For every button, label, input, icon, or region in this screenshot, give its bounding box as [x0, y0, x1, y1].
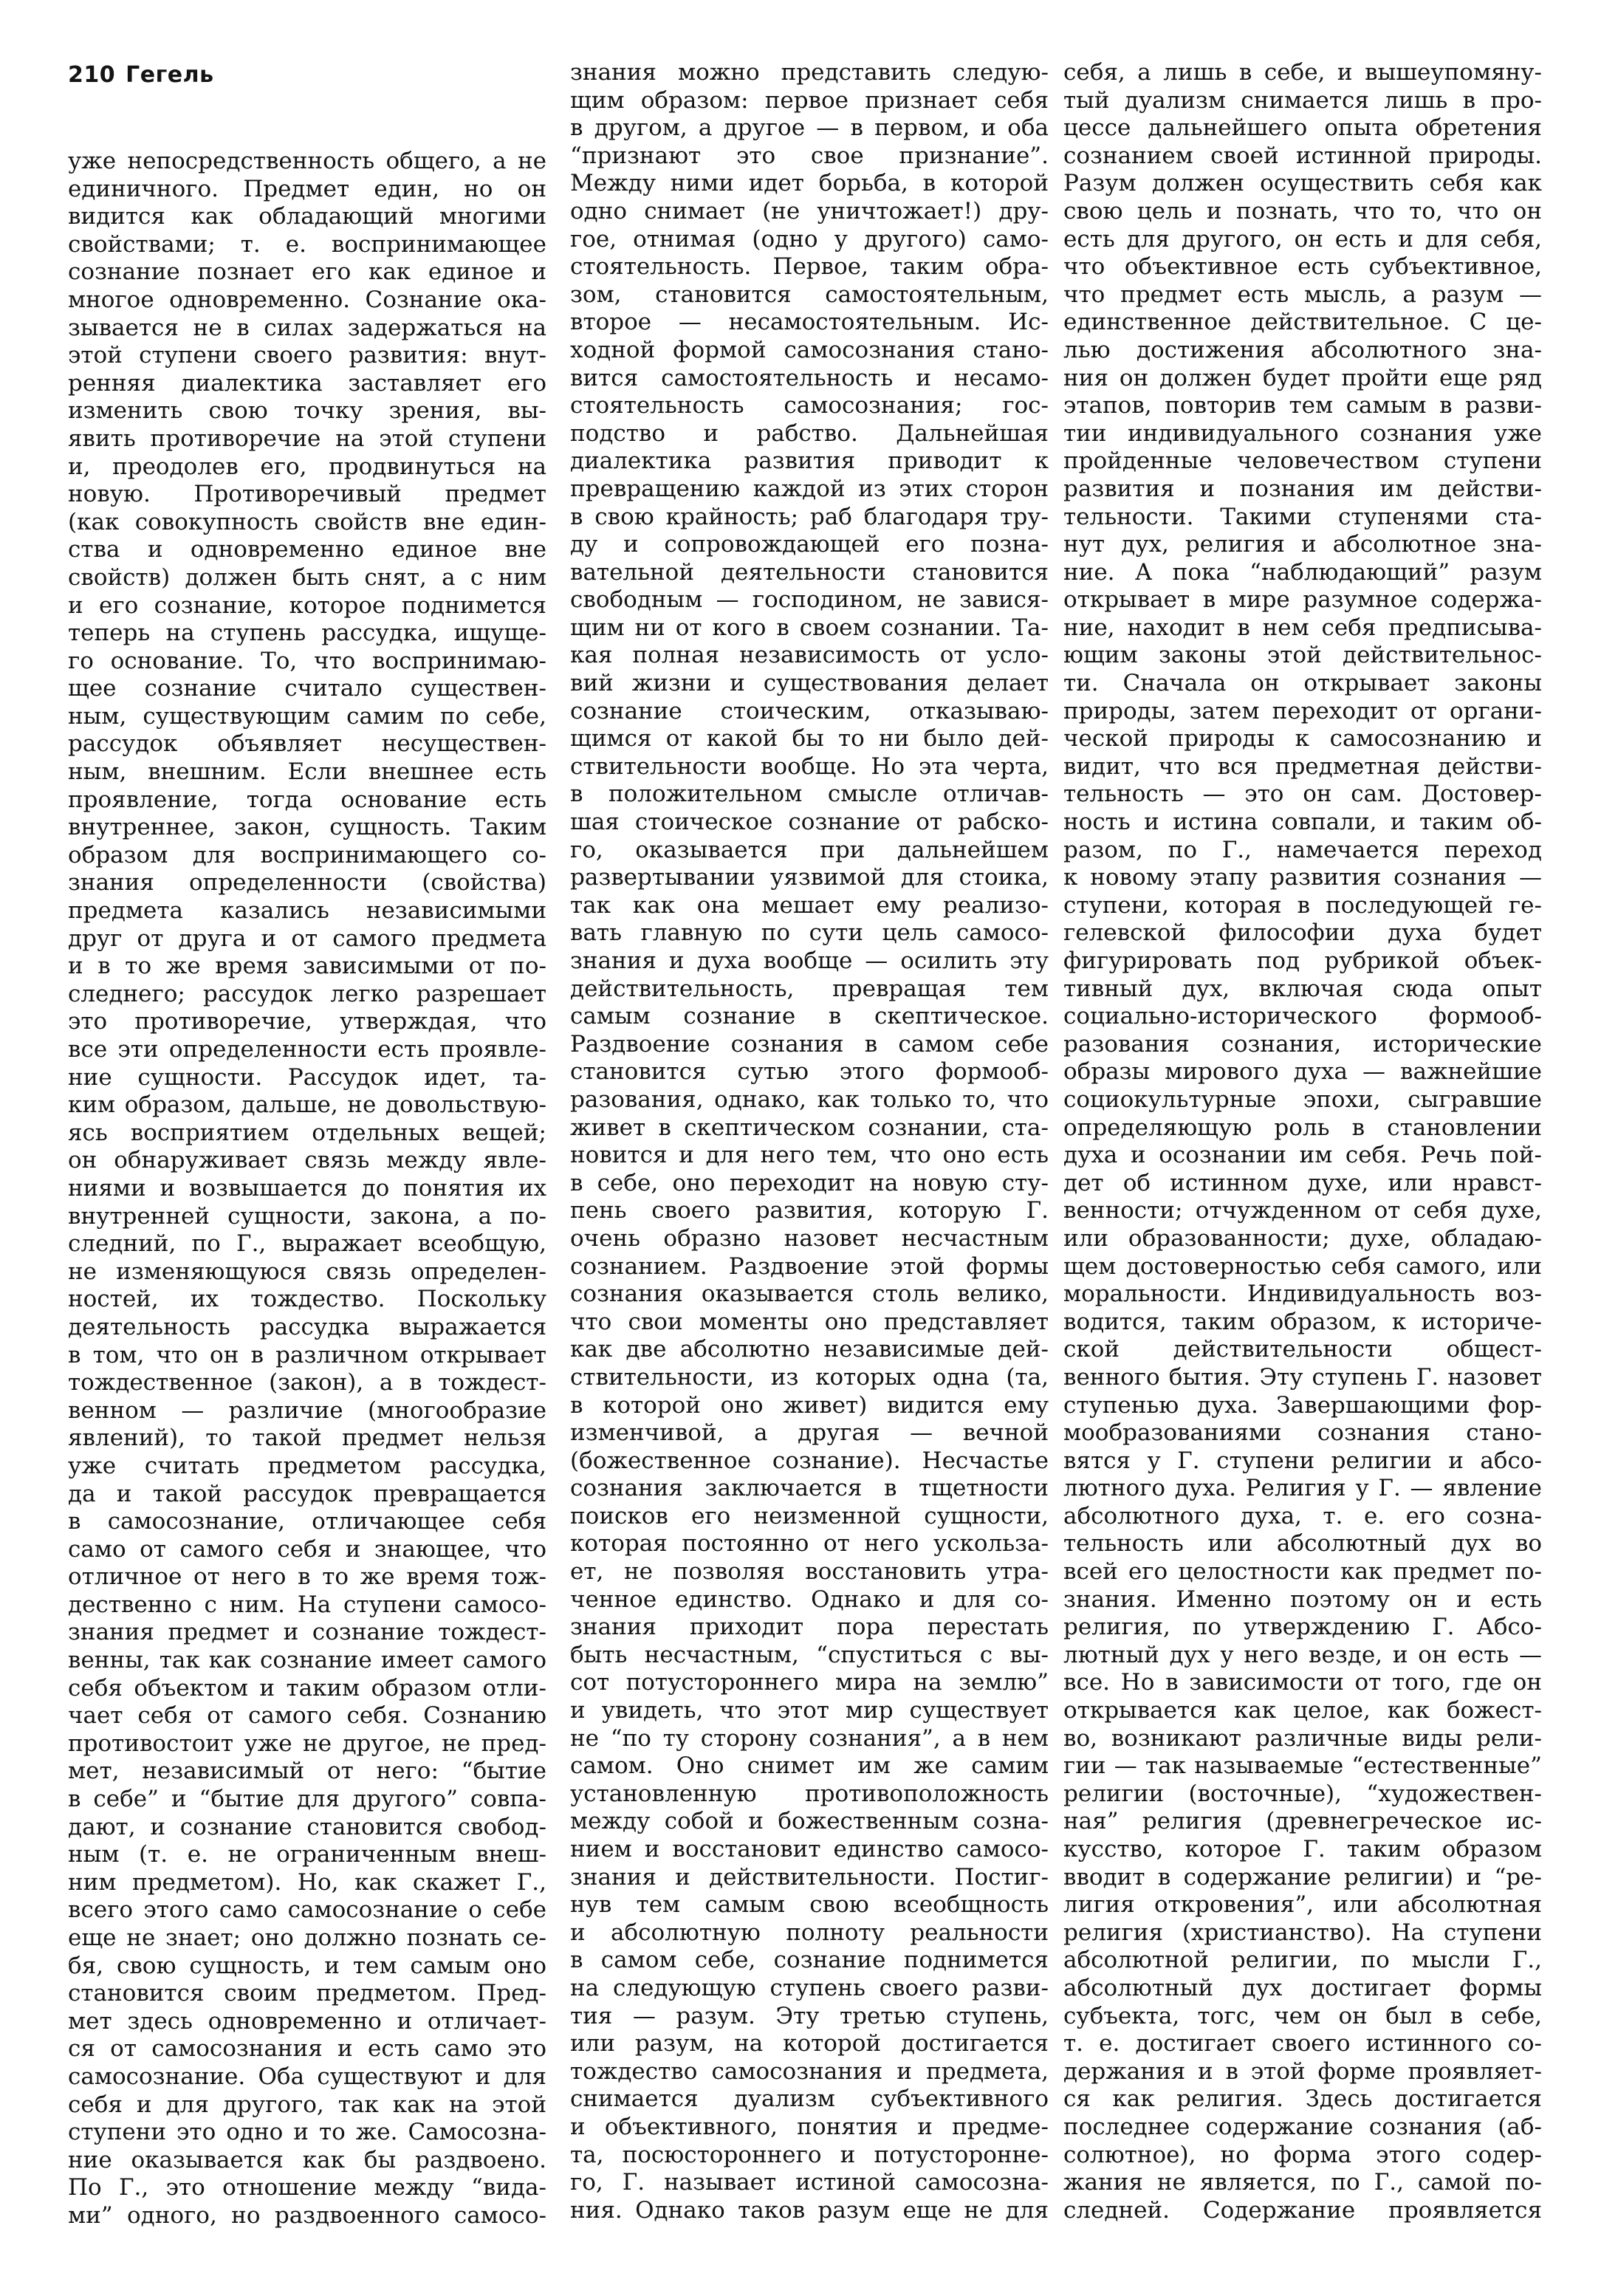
text-line: между собой и божественным созна- — [570, 1808, 1049, 1835]
text-line: сознания заключается в тщетности — [570, 1475, 1049, 1502]
text-line: По Г., это отношение между “вида- — [68, 2174, 546, 2201]
text-line: в самосознание, отличающее себя — [68, 1508, 546, 1535]
text-line: стоятельность. Первое, таким обра- — [570, 253, 1049, 281]
text-line: тии индивидуального сознания уже — [1063, 419, 1542, 447]
text-line: самосознание. Оба существуют и для — [68, 2063, 546, 2090]
text-line: не изменяющуюся связь определен- — [68, 1258, 546, 1285]
text-line: ясь восприятием отдельных вещей; — [68, 1119, 546, 1146]
text-line: и увидеть, что этот мир существует — [570, 1697, 1049, 1724]
text-line: уже непосредственность общего, а не — [68, 148, 546, 174]
text-line: щим образом: первое признает себя — [570, 86, 1049, 114]
text-line: природы, затем переходит от органи- — [1063, 697, 1542, 724]
text-line: гое, отнимая (одно у другого) само- — [570, 225, 1049, 253]
text-line: само от самого себя и знающее, что — [68, 1535, 546, 1563]
text-line: Разум должен осуществить себя как — [1063, 170, 1542, 197]
text-line: ствительности, из которых одна (та, — [570, 1363, 1049, 1391]
text-line: тождество самосознания и предмета, — [570, 2057, 1049, 2085]
text-line: или разум, на которой достигается — [570, 2030, 1049, 2057]
text-line: вводит в содержание религии) и “ре- — [1063, 1863, 1542, 1891]
text-line: ниями и возвышается до понятия их — [68, 1174, 546, 1202]
text-line: ступени это одно и то же. Самосозна- — [68, 2119, 546, 2146]
text-column-right — [1063, 59, 1542, 2224]
text-line: ческой природы к самосознанию и — [1063, 725, 1542, 753]
text-line: следней. Содержание проявляется — [1063, 2196, 1542, 2224]
text-line: мет здесь одновременно и отличает- — [68, 2007, 546, 2035]
text-line: знания и действительности. Постиг- — [570, 1863, 1049, 1891]
text-line: сознание познает его как единое и — [68, 258, 546, 286]
text-line: отличное от него в то же время тож- — [68, 1563, 546, 1591]
text-line: лютный дух у него везде, и он есть — — [1063, 1641, 1542, 1668]
text-line: ченное единство. Однако и для со- — [570, 1586, 1049, 1613]
text-line: духа и осознании им себя. Речь пой- — [1063, 1142, 1542, 1169]
text-line: ние. А пока “наблюдающий” разум — [1063, 558, 1542, 586]
text-line: явить противоречие на этой ступени — [68, 425, 546, 452]
text-line: го, Г. называет истиной самосозна- — [570, 2169, 1049, 2196]
text-line: ся от самосознания и есть само это — [68, 2035, 546, 2063]
text-line: венном — различие (многообразие — [68, 1397, 546, 1424]
text-line: ступени, которая в последующей ге- — [1063, 891, 1542, 919]
text-line: религии (восточные), “художествен- — [1063, 1780, 1542, 1807]
text-line: сознания оказывается столь велико, — [570, 1281, 1049, 1308]
text-line: развития и познания им действи- — [1063, 475, 1542, 502]
text-line: в себе” и “бытие для другого” совпа- — [68, 1786, 546, 1813]
text-line: становится своим предметом. Пред- — [68, 1980, 546, 2007]
text-line: еще не знает; оно должно познать се- — [68, 1925, 546, 1951]
text-line: тия — разум. Эту третью ступень, — [570, 2002, 1049, 2029]
text-line: в том, что он в различном открывает — [68, 1341, 546, 1368]
text-line: образы мирового духа — важнейшие — [1063, 1058, 1542, 1086]
text-line: определяющую роль в становлении — [1063, 1114, 1542, 1141]
text-column-middle — [570, 59, 1049, 2224]
text-line: ти. Сначала он открывает законы — [1063, 670, 1542, 697]
text-line: которая постоянно от него ускольза- — [570, 1530, 1049, 1557]
page-number: 210 — [68, 62, 116, 88]
text-line: что свои моменты оно представляет — [570, 1308, 1049, 1335]
text-line: религия (христианство). На ступени — [1063, 1919, 1542, 1946]
text-line: новую. Противоречивый предмет — [68, 481, 546, 508]
text-line: цессе дальнейшего опыта обретения — [1063, 114, 1542, 142]
text-line: рассудок объявляет несуществен- — [68, 730, 546, 758]
text-line: венности; отчужденном от себя духе, — [1063, 1197, 1542, 1224]
text-line: лютного духа. Религия у Г. — явление — [1063, 1475, 1542, 1502]
text-line: держания и в этой форме проявляет- — [1063, 2057, 1542, 2085]
text-line: поисков его неизменной сущности, — [570, 1502, 1049, 1529]
text-line: изменить свою точку зрения, вы- — [68, 397, 546, 425]
text-line: теперь на ступень рассудка, ищуще- — [68, 620, 546, 647]
text-line: гелевской философии духа будет — [1063, 919, 1542, 947]
text-line: социально-исторического формооб- — [1063, 1003, 1542, 1030]
text-line: Между ними идет борьба, в которой — [570, 170, 1049, 197]
text-line: единственное действительное. С це- — [1063, 309, 1542, 336]
text-line: сознанием. Раздвоение этой формы — [570, 1252, 1049, 1280]
text-line: в положительном смысле отличав- — [570, 781, 1049, 808]
text-line: вать главную по сути цель самосо- — [570, 919, 1049, 947]
text-line: т. е. достигает своего истинного со- — [1063, 2030, 1542, 2057]
text-line: зывается не в силах задержаться на — [68, 314, 546, 341]
text-line: пень своего развития, которую Г. — [570, 1197, 1049, 1224]
text-column-left — [68, 148, 546, 2230]
text-line: в которой оно живет) видится ему — [570, 1391, 1049, 1419]
text-line: щим ни от кого в своем сознании. Та- — [570, 614, 1049, 641]
text-line: к новому этапу развития сознания — — [1063, 864, 1542, 891]
text-line: сознание стоическим, отказываю- — [570, 697, 1049, 724]
text-line: образом для воспринимающего со- — [68, 841, 546, 868]
text-line: превращению каждой из этих сторон — [570, 475, 1049, 502]
text-line: самым сознание в скептическое. — [570, 1003, 1049, 1030]
text-line: и его сознание, которое поднимется — [68, 592, 546, 619]
text-line: быть несчастным, “спуститься с вы- — [570, 1641, 1049, 1668]
text-line: очень образно назовет несчастным — [570, 1224, 1049, 1252]
text-line: становится сутью этого формооб- — [570, 1058, 1049, 1086]
text-line: тельности. Такими ступенями ста- — [1063, 503, 1542, 530]
text-line: себя объектом и таким образом отли- — [68, 1674, 546, 1702]
text-line: венного бытия. Эту ступень Г. назовет — [1063, 1363, 1542, 1391]
text-line: и в то же время зависимыми от по- — [68, 953, 546, 980]
text-line: зом, становится самостоятельным, — [570, 281, 1049, 308]
text-line: ми” одного, но раздвоенного самосо- — [68, 2201, 546, 2229]
text-line: солютное), но форма этого содер- — [1063, 2141, 1542, 2168]
text-line: в самом себе, сознание поднимется — [570, 1947, 1049, 1974]
text-line: щимся от какой бы то ни было дей- — [570, 725, 1049, 753]
text-line: социокультурные эпохи, сыгравшие — [1063, 1086, 1542, 1113]
text-line: вий жизни и существования делает — [570, 670, 1049, 697]
text-line: знания. Именно поэтому он и есть — [1063, 1586, 1542, 1613]
text-line: внутреннее, закон, сущность. Таким — [68, 814, 546, 841]
text-line: тый дуализм снимается лишь в про- — [1063, 86, 1542, 114]
text-line: друг от друга и от самого предмета — [68, 925, 546, 952]
text-line: сот потустороннего мира на землю” — [570, 1669, 1049, 1696]
text-line: себя, а лишь в себе, и вышеупомяну- — [1063, 59, 1542, 86]
text-line: себя и для другого, так как на этой — [68, 2091, 546, 2118]
text-line: свойств) должен быть снят, а с ним — [68, 563, 546, 591]
text-line: живет в скептическом сознании, ста- — [570, 1114, 1049, 1141]
text-line: кусство, которое Г. таким образом — [1063, 1836, 1542, 1862]
text-line: второе — несамостоятельным. Ис- — [570, 309, 1049, 336]
text-line: (как совокупность свойств вне един- — [68, 508, 546, 535]
text-line: знания можно представить следую- — [570, 59, 1049, 86]
text-line: разом, по Г., намечается переход — [1063, 836, 1542, 863]
text-line: тождественное (закон), а в тождест- — [68, 1369, 546, 1397]
text-line: следний, по Г., выражает всеобщую, — [68, 1230, 546, 1258]
text-line: ние, находит в нем себя предписыва- — [1063, 614, 1542, 641]
text-line: открывает в мире разумное содержа- — [1063, 586, 1542, 614]
running-title: Гегель — [126, 62, 214, 88]
text-line: лью достижения абсолютного зна- — [1063, 336, 1542, 363]
text-line: знания приходит пора перестать — [570, 1614, 1049, 1641]
text-line: что предмет есть мысль, а разум — — [1063, 281, 1542, 308]
text-line: разования сознания, исторические — [1063, 1030, 1542, 1058]
text-line: ступенью духа. Завершающими фор- — [1063, 1391, 1542, 1419]
text-line: предмета казались независимыми — [68, 897, 546, 925]
text-line: действительность, превращая тем — [570, 975, 1049, 1002]
text-line: ся как религия. Здесь достигается — [1063, 2086, 1542, 2113]
text-line: нием и восстановит единство самосо- — [570, 1836, 1049, 1862]
text-line: и, преодолев его, продвинуться на — [68, 453, 546, 480]
text-line: что объективное есть субъективное, — [1063, 253, 1542, 281]
text-line: в другом, а другое — в первом, и оба — [570, 114, 1049, 142]
text-line: открывается как целое, как божест- — [1063, 1697, 1542, 1724]
text-line: изменчивой, а другая — вечной — [570, 1419, 1049, 1447]
text-line: кая полная независимость от усло- — [570, 642, 1049, 669]
text-line: этой ступени своего развития: внут- — [68, 342, 546, 369]
text-line: всей его целостности как предмет по- — [1063, 1558, 1542, 1586]
text-line: щем достоверностью себя самого, или — [1063, 1252, 1542, 1280]
text-line: гии — так называемые “естественные” — [1063, 1752, 1542, 1780]
text-line: ким образом, дальше, не довольствую- — [68, 1092, 546, 1119]
text-line: есть для другого, он есть и для себя, — [1063, 225, 1542, 253]
text-line: стоятельность самосознания; гос- — [570, 392, 1049, 419]
text-line: венны, так как сознание имеет самого — [68, 1647, 546, 1674]
text-line: ду и сопровождающей его познa- — [570, 531, 1049, 558]
text-line: проявление, тогда основание есть — [68, 786, 546, 813]
text-line: мообразованиями сознания стано- — [1063, 1419, 1542, 1447]
text-line: или образованности; духе, обладаю- — [1063, 1224, 1542, 1252]
text-line: подство и рабство. Дальнейшая — [570, 419, 1049, 447]
text-line: этапов, повторив тем самым в разви- — [1063, 392, 1542, 419]
text-line: ходной формой самосознания стано- — [570, 336, 1049, 363]
text-line: не “по ту сторону сознания”, а в нем — [570, 1724, 1049, 1752]
text-line: видится как обладающий многими — [68, 203, 546, 230]
text-line: “признают это свое признание”. — [570, 142, 1049, 169]
text-line: фигурировать под рубрикой объек- — [1063, 947, 1542, 974]
text-line: ния. Однако таков разум еще не для — [570, 2196, 1049, 2224]
text-line: ния он должен будет пройти еще ряд — [1063, 364, 1542, 391]
text-line: (божественное сознание). Несчастье — [570, 1447, 1049, 1474]
text-line: знания определенности (свойства) — [68, 869, 546, 897]
text-line: все эти определенности есть проявле- — [68, 1036, 546, 1063]
text-line: установленную противоположность — [570, 1780, 1049, 1807]
text-line: ства и одновременно единое вне — [68, 536, 546, 563]
text-line: новится и для него тем, что оно есть — [570, 1142, 1049, 1169]
text-line: абсолютный дух достигает формы — [1063, 1974, 1542, 2001]
text-line: ствительности вообще. Но эта черта, — [570, 753, 1049, 780]
text-line: единичного. Предмет един, но он — [68, 175, 546, 202]
text-line: снимается дуализм субъективного — [570, 2086, 1049, 2113]
text-line: ние оказывается как бы раздвоено. — [68, 2146, 546, 2173]
text-line: свободным — господином, не завися- — [570, 586, 1049, 614]
text-line: и абсолютную полноту реальности — [570, 1919, 1049, 1946]
text-line: тельность или абсолютный дух во — [1063, 1530, 1542, 1557]
text-line: ской действительности общест- — [1063, 1336, 1542, 1363]
text-line: это противоречие, утверждая, что — [68, 1008, 546, 1035]
text-line: он обнаруживает связь между явле- — [68, 1147, 546, 1174]
text-line: ние сущности. Рассудок идет, та- — [68, 1063, 546, 1091]
text-line: лигия откровения”, или абсолютная — [1063, 1891, 1542, 1919]
text-line: уже считать предметом рассудка, — [68, 1452, 546, 1479]
text-line: ным, внешним. Если внешнее есть — [68, 758, 546, 786]
text-line: тельность — это он сам. Достовер- — [1063, 781, 1542, 808]
text-line: дают, и сознание становится свобод- — [68, 1813, 546, 1840]
text-line: ренняя диалектика заставляет его — [68, 369, 546, 397]
text-line: свою цель и познать, что то, что он — [1063, 197, 1542, 225]
text-line: религия, по утверждению Г. Абсо- — [1063, 1614, 1542, 1641]
text-line: самом. Оно снимет им же самим — [570, 1752, 1049, 1780]
text-line: видит, что вся предметная действи- — [1063, 753, 1542, 780]
text-line: ющим законы этой действительнос- — [1063, 642, 1542, 669]
text-line: свойствами; т. е. воспринимающее — [68, 230, 546, 258]
text-line: щее сознание считало существен- — [68, 675, 546, 702]
text-line: противостоит уже не другое, не пред- — [68, 1730, 546, 1757]
text-line: знания предмет и сознание тождест- — [68, 1619, 546, 1646]
text-line: так как она мешает ему реализо- — [570, 891, 1049, 919]
text-line: ным (т. е. не ограниченным внеш- — [68, 1841, 546, 1868]
text-line: го, оказывается при дальнейшем — [570, 836, 1049, 863]
text-line: ность и истина совпали, и таким об- — [1063, 809, 1542, 836]
text-line: абсолютной религии, по мысли Г., — [1063, 1947, 1542, 1974]
text-line: многое одновременно. Сознание ока- — [68, 286, 546, 313]
text-line: субъекта, тогс, чем он был в себе, — [1063, 2002, 1542, 2029]
text-line: и объективного, понятия и предме- — [570, 2113, 1049, 2140]
text-line: ным, существующим самим по себе, — [68, 702, 546, 730]
text-line: шая стоическое сознание от рабско- — [570, 809, 1049, 836]
text-line: жания не является, по Г., самой по- — [1063, 2169, 1542, 2196]
text-line: последнее содержание сознания (аб- — [1063, 2113, 1542, 2140]
text-line: внутренней сущности, закона, а по- — [68, 1202, 546, 1230]
text-line: сознанием своей истинной природы. — [1063, 142, 1542, 169]
text-line: тивный дух, включая сюда опыт — [1063, 975, 1542, 1002]
text-line: дет об истинном духе, или нравст- — [1063, 1169, 1542, 1196]
text-line: знания и духа вообще — осилить эту — [570, 947, 1049, 974]
text-line: дественно с ним. На ступени самосо- — [68, 1591, 546, 1618]
text-line: во, возникают различные виды рели- — [1063, 1724, 1542, 1752]
text-line: та, посюстороннего и потусторонне- — [570, 2141, 1049, 2168]
text-line: в себе, оно переходит на новую сту- — [570, 1169, 1049, 1196]
text-line: на следующую ступень своего разви- — [570, 1974, 1049, 2001]
text-line: пройденные человечеством ступени — [1063, 448, 1542, 475]
text-line: разования, однако, как только то, что — [570, 1086, 1049, 1113]
text-line: деятельность рассудка выражается — [68, 1313, 546, 1340]
text-line: следнего; рассудок легко разрешает — [68, 980, 546, 1007]
text-line: мет, независимый от него: “бытие — [68, 1758, 546, 1785]
text-line: бя, свою сущность, и тем самым оно — [68, 1952, 546, 1979]
text-line: как две абсолютно независимые дей- — [570, 1336, 1049, 1363]
text-line: го основание. То, что воспринимаю- — [68, 647, 546, 674]
text-line: всего этого само самосознание о себе — [68, 1896, 546, 1924]
text-line: одно снимает (не уничтожает!) дру- — [570, 197, 1049, 225]
text-line: в свою крайность; раб благодаря тру- — [570, 503, 1049, 530]
text-line: вательной деятельности становится — [570, 558, 1049, 586]
text-line: явлений), то такой предмет нельзя — [68, 1425, 546, 1452]
text-line: да и такой рассудок превращается — [68, 1480, 546, 1507]
text-line: развертывании уязвимой для стоика, — [570, 864, 1049, 891]
text-line: диалектика развития приводит к — [570, 448, 1049, 475]
text-line: ет, не позволяя восстановить утра- — [570, 1558, 1049, 1586]
text-line: водится, таким образом, к историче- — [1063, 1308, 1542, 1335]
text-line: абсолютного духа, т. е. его созна- — [1063, 1502, 1542, 1529]
text-line: ная” религия (древнегреческое ис- — [1063, 1808, 1542, 1835]
text-line: все. Но в зависимости от того, где он — [1063, 1669, 1542, 1696]
text-line: моральности. Индивидуальность воз- — [1063, 1281, 1542, 1308]
text-line: нув тем самым свою всеобщность — [570, 1891, 1049, 1919]
text-line: нут дух, религия и абсолютное зна- — [1063, 531, 1542, 558]
text-line: чает себя от самого себя. Сознанию — [68, 1702, 546, 1730]
text-line: вятся у Г. ступени религии и абсо- — [1063, 1447, 1542, 1474]
text-line: ним предметом). Но, как скажет Г., — [68, 1868, 546, 1896]
text-line: Раздвоение сознания в самом себе — [570, 1030, 1049, 1058]
running-header — [68, 62, 214, 88]
text-line: ностей, их тождество. Поскольку — [68, 1286, 546, 1313]
text-line: вится самостоятельность и несамо- — [570, 364, 1049, 391]
